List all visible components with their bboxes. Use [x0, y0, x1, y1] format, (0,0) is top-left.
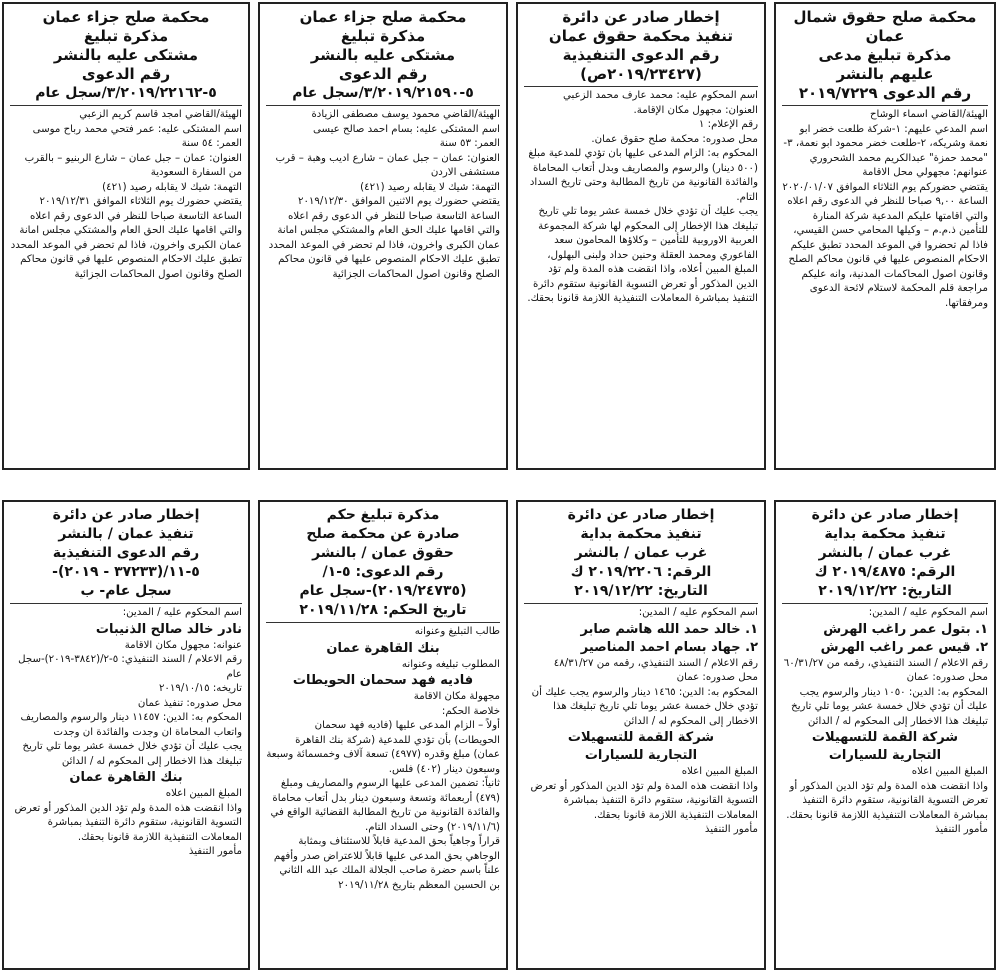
notice-signature: مأمور التنفيذ	[188, 846, 242, 857]
debtor-name: ١. خالد حمد الله هاشم صابر	[580, 621, 758, 637]
divider	[266, 622, 500, 623]
notice-text: يجب عليك أن تؤدي خلال خمسة عشر يوما تلي تاريخ تبليغك هذا الاخطار إلى المحكوم له / الدائن	[22, 741, 242, 767]
divider	[782, 603, 988, 604]
notice-text: العنوان: عمان – جبل عمان – شارع الربنيو – بالقرب من السفارة السعودية	[24, 152, 242, 178]
divider	[524, 86, 758, 87]
notice-text: المبلغ المبين اعلاه	[911, 766, 988, 777]
notice-text: يجب عليك أن تؤدي خلال خمسة عشر يوما تلي تاريخ تبليغك هذا الإخطار إلى المحكوم لها شركة المجموعة العربية الاوروبية للتأمين – وكلاؤها المحامون سعد الفاعوري ومحمد العقلة وحنين حداد ولبنى البهلول، المبلغ المبين أعلاه، واذا انقضت هذه المدة ولم تؤد الدين المذكور أو تعرض التسوية القانونية ستقوم دائرة التنفيذ بمباشرة المعاملات التنفيذية اللازمة قانونا بحقك.	[527, 206, 758, 304]
notice-header-line: تنفيذ محكمة بداية	[824, 526, 946, 542]
notice-bottom-1	[774, 500, 996, 970]
notice-top-2	[516, 2, 766, 470]
notice-text: يقتضي حضورك يوم الاثنين الموافق ٢٠١٩/١٢/٣٠ الساعة التاسعة صباحا للنظر في الدعوى رقم اعلاه والتي اقامها عليك الحق العام والمشتكي مجلس امانة عمان الكبرى واخرون، فاذا لم تحضر في الموعد المحدد تطبق عليك الاحكام المنصوص عليها في قانون محاكم الصلح وقانون اصول المحاكمات الجزائية	[268, 196, 500, 280]
notice-text: يقتضي حضورك يوم الثلاثاء الموافق ٢٠١٩/١٢/٣١ الساعة التاسعة صباحا للنظر في الدعوى رقم اعلاه والتي اقامها عليك الحق العام والمشتكي مجلس امانة عمان الكبرى واخرون، فاذا لم تحضر في الموعد المحدد تطبق عليك الاحكام المنصوص عليها في قانون محاكم الصلح وقانون اصول المحاكمات الجزائية	[10, 196, 242, 280]
notice-text: واذا انقضت هذه المدة ولم تؤد الدين المذكور أو تعرض التسوية القانونية، ستقوم دائرة التنفيذ بمباشرة المعاملات التنفيذية اللازمة قانونا بحقك.	[786, 780, 988, 821]
notice-text: اسم المشتكى عليه: بسام احمد صالح عيسى	[313, 123, 500, 135]
divider	[10, 105, 242, 106]
notice-header-line: تنفيذ محكمة حقوق عمان	[548, 27, 734, 45]
divider	[782, 105, 988, 106]
notice-header-line: غرب عمان / بالنشر	[818, 545, 952, 561]
notice-header-line: مذكرة تبليغ	[83, 27, 169, 45]
notice-text: واذا انقضت هذه المدة ولم تؤد الدين المذكور أو تعرض التسوية القانونية، ستقوم دائرة التنفيذ بمباشرة المعاملات التنفيذية اللازمة قانونا بحقك.	[530, 780, 758, 821]
notice-text: العمر: ٥٣ سنة	[439, 138, 500, 149]
notice-top-3	[258, 2, 508, 470]
notice-header-line: إخطار صادر عن دائرة	[567, 507, 715, 523]
notice-header-line: إخطار صادر عن دائرة	[52, 507, 200, 523]
notice-bottom-2	[516, 500, 766, 970]
creditor-name: شركة القمة للتسهيلات	[811, 730, 959, 745]
claimant-name: بنك القاهرة عمان	[326, 640, 440, 656]
notice-text: طالب التبليغ وعنوانه	[414, 626, 500, 637]
notice-text: المبلغ المبين اعلاه	[165, 788, 242, 799]
notice-header-line: إخطار صادر عن دائرة	[811, 507, 959, 523]
notice-header-line: ٥-٣/٢٠١٩/٢٢١٦٢/سجل عام	[35, 85, 217, 101]
notice-header-line: رقم الدعوى: ٥-١/	[322, 564, 444, 580]
notice-text: عنوانه: مجهول مكان الاقامة	[124, 639, 242, 651]
notice-header-line: رقم الدعوى ٢٠١٩/٧٢٢٩	[798, 84, 972, 102]
notice-header-line: الرقم: ٢٠١٩/٢٢٠٦ ك	[570, 564, 712, 580]
debtor-name: ٢. جهاد بسام احمد المناصير	[580, 639, 758, 655]
notice-text: المبلغ المبين اعلاه	[681, 766, 758, 777]
notice-text: المحكوم به: الدين: ١١٤٥٧ دينار والرسوم والمصاريف واتعاب المحاماة ان وجدت والفائدة ان وجدت	[20, 712, 242, 738]
notice-header-line: التاريخ: ٢٠١٩/١٢/٢٢	[818, 583, 952, 599]
notice-header-line: غرب عمان / بالنشر	[574, 545, 708, 561]
notice-text: مجهولة مكان الاقامة	[413, 691, 500, 702]
notice-header-line: مشتكى عليه بالنشر	[310, 46, 456, 64]
notice-text: الهيئة/القاضي اسماء الوشاح	[869, 109, 988, 120]
notice-header-line: سجل عام- ب	[80, 583, 172, 599]
notice-text: الهيئة/القاضي محمود يوسف مصطفى الزيادة	[311, 109, 500, 120]
notice-text: التهمة: شيك لا يقابله رصيد (٤٢١)	[360, 181, 500, 193]
notice-header-line: تاريخ الحكم: ٢٠١٩/١١/٢٨	[299, 602, 467, 618]
notice-text: رقم الاعلام / السند التنفيذي، رقمه من ٦٠/٣١/٢٧	[783, 657, 988, 669]
notice-header-line: عليهم بالنشر	[836, 65, 934, 83]
notice-bottom-4	[2, 500, 250, 970]
notice-header-line: ٥-١١/(٣٧٢٣٣ - ٢٠١٩)-	[52, 564, 200, 580]
notice-text: المحكوم به: الزام المدعى عليها بان تؤدي للمدعية مبلغ (٥٠٠ دينار) والرسوم والمصاريف وبدل أتعاب المحاماة والفائدة القانونية من تاريخ المطالبة وحتى تاريخ السداد التام.	[528, 148, 758, 203]
notice-text: تاريخه: ٢٠١٩/١٠/١٥	[158, 683, 242, 694]
divider	[266, 105, 500, 106]
creditor-name: التجارية للسيارات	[584, 748, 698, 763]
notice-header-line: محكمة صلح حقوق شمال عمان	[793, 8, 977, 45]
notice-header-line: رقم الدعوى التنفيذية	[52, 545, 200, 561]
creditor-name: بنك القاهرة عمان	[69, 770, 183, 785]
notice-text: قراراً وجاهياً بحق المدعية قابلاً للاستئناف وبمثابة الوجاهي بحق المدعى عليها قابلاً للاعتراض صدر وأفهم علناً باسم حضرة صاحب الجلالة الملك عبد الله الثاني بن الحسين المعظم بتاريخ ٢٠١٩/١١/٢٨	[273, 836, 500, 891]
notice-text: يقتضي حضوركم يوم الثلاثاء الموافق ٢٠٢٠/٠١/٠٧ الساعة ٩,٠٠ صباحا للنظر في الدعوى رقم اعلاه والتي اقامتها عليكم المدعية شركة المنارة للتأمين ذ.م.م – وكيلها المحامي حسن القيسي، فاذا لم تحضروا في الموعد المحدد تطبق عليكم الاحكام المنصوص عليها في قانون محاكم الصلح وقانون اصول المحاكمات المدنية، وانه عليكم مراجعة قلم المحكمة لاستلام لائحة الدعوى ومرفقاتها.	[782, 181, 988, 309]
notice-text: اسم المدعي عليهم: ١-شركة طلعت خضر ابو نعمة وشريكه، ٢-طلعت خضر محمود ابو نعمة، ٣-"محمد حمزة" عبدالكريم محمد الشحروري	[783, 123, 988, 164]
notice-text: محل صدوره: محكمة صلح حقوق عمان.	[591, 133, 758, 145]
notice-header-line: مذكرة تبليغ حكم	[326, 507, 440, 523]
notice-header-line: مذكرة تبليغ مدعى	[818, 46, 952, 64]
notice-header-line: تنفيذ محكمة بداية	[580, 526, 702, 542]
notice-header-line: إخطار صادر عن دائرة	[562, 8, 720, 26]
notice-header-line: رقم الدعوى	[338, 65, 428, 83]
notice-header-line: التاريخ: ٢٠١٩/١٢/٢٢	[574, 583, 708, 599]
notice-signature: مأمور التنفيذ	[934, 824, 988, 835]
notice-header-line: الرقم: ٢٠١٩/٤٨٧٥ ك	[814, 564, 956, 580]
debtor-name: ١. بتول عمر راغب الهرش	[823, 621, 988, 637]
notice-header-line: (٢٠١٩/٢٤٧٣٥)-سجل عام	[299, 583, 467, 599]
notice-header-line: ٥-٣/٢٠١٩/٢١٥٩٠/سجل عام	[292, 85, 474, 101]
notice-text: التهمة: شيك لا يقابله رصيد (٤٢١)	[102, 181, 242, 193]
notice-header-line: رقم الدعوى	[81, 65, 171, 83]
notice-text: ثانياً: تضمين المدعى عليها الرسوم والمصاريف ومبلغ (٤٧٩) أربعمائة وتسعة وسبعون دينار بدل أتعاب محاماة والفائدة القانونية من تاريخ المطالبة القضائية الواقع في (٢٠١٩/١١/٦) وحتى السداد التام.	[270, 778, 500, 833]
notice-top-4	[2, 2, 250, 470]
debtor-name: ٢. قيس عمر راغب الهرش	[820, 639, 988, 655]
divider	[524, 603, 758, 604]
notice-text: رقم الاعلام / السند التنفيذي: ٥-٢/(٣٨٤٢-٢٠١٩)-سجل عام	[18, 654, 242, 680]
notice-header-line: مشتكى عليه بالنشر	[53, 46, 199, 64]
notice-text: اسم المحكوم عليه / المدين:	[868, 607, 988, 618]
creditor-name: التجارية للسيارات	[828, 748, 942, 763]
notice-text: اسم المحكوم عليه / المدين:	[122, 607, 242, 618]
notice-header-line: حقوق عمان / بالنشر	[312, 545, 454, 561]
notice-text: المطلوب تبليغه وعنوانه	[401, 658, 500, 670]
notice-text: أولاً – الزام المدعى عليها (فاديه فهد سحمان الحويطات) بأن تؤدي للمدعية (شركة بنك القاهرة عمان) مبلغ وقدره (٤٩٧٧) تسعة آلاف وخمسمائة وسبعة وسبعون دينار (٤٠٢) فلس.	[266, 720, 500, 775]
notice-text: خلاصة الحكم:	[441, 705, 500, 717]
creditor-name: شركة القمة للتسهيلات	[567, 730, 715, 745]
notice-text: رقم الإعلام: ١	[698, 119, 758, 130]
notice-text: العنوان: عمان – جبل عمان – شارع اديب وهبة – قرب مستشفى الاردن	[275, 152, 500, 178]
notice-text: رقم الاعلام / السند التنفيذي، رقمه من ٤٨/٣١/٢٧	[553, 657, 758, 669]
notice-signature: مأمور التنفيذ	[704, 824, 758, 835]
notice-header-line: محكمة صلح جزاء عمان	[42, 8, 210, 26]
notice-text: الهيئة/القاضي امجد قاسم كريم الزعبي	[79, 109, 242, 120]
defendant-name: فاديه فهد سحمان الحويطات	[292, 673, 474, 688]
notice-header-line: رقم الدعوى التنفيذية	[562, 46, 720, 64]
notice-header-line: تنفيذ عمان / بالنشر	[58, 526, 194, 542]
notice-text: اسم المشتكى عليه: عمر فتحي محمد رباح موسى	[32, 123, 242, 135]
notice-text: العنوان: مجهول مكان الإقامة.	[633, 104, 758, 116]
notice-header-line: مذكرة تبليغ	[340, 27, 426, 45]
notice-top-1	[774, 2, 996, 470]
notice-text: اسم المحكوم عليه / المدين:	[638, 607, 758, 618]
notice-header-line: صادرة عن محكمة صلح	[306, 526, 460, 542]
divider	[10, 603, 242, 604]
notice-text: محل صدوره: عمان	[906, 672, 988, 683]
notice-text: المحكوم به: الدين: ١٠٥٠ دينار والرسوم يجب عليك أن تؤدي خلال خمسة عشر يوما تلي تاريخ تبليغك هذا الاخطار إلى المحكوم له / الدائن	[791, 686, 988, 727]
notice-text: اسم المحكوم عليه: محمد عارف محمد الزعبي	[563, 90, 758, 101]
debtor-name: نادر خالد صالح الذنيبات	[95, 621, 242, 637]
notice-text: المحكوم به: الدين: ١٤٦٥ دينار والرسوم يجب عليك أن تؤدي خلال خمسة عشر يوما تلي تاريخ تبليغك هذا الاخطار إلى المحكوم له / الدائن	[531, 686, 758, 727]
notice-header-line: محكمة صلح جزاء عمان	[299, 8, 467, 26]
notice-text: محل صدوره: عمان	[676, 672, 758, 683]
notice-bottom-3	[258, 500, 508, 970]
notice-text: العمر: ٥٤ سنة	[181, 138, 242, 149]
notice-text: محل صدوره: تنفيذ عمان	[137, 697, 242, 709]
notice-text: عنوانهم: مجهولي محل الاقامة	[862, 167, 988, 178]
notice-header-line: (٢٠١٩/٢٣٤٢٧ص)	[580, 65, 702, 83]
notice-text: واذا انقضت هذه المدة ولم تؤد الدين المذكور أو تعرض التسوية القانونية، ستقوم دائرة التنفيذ بمباشرة المعاملات التنفيذية اللازمة قانونا بحقك.	[14, 802, 242, 843]
